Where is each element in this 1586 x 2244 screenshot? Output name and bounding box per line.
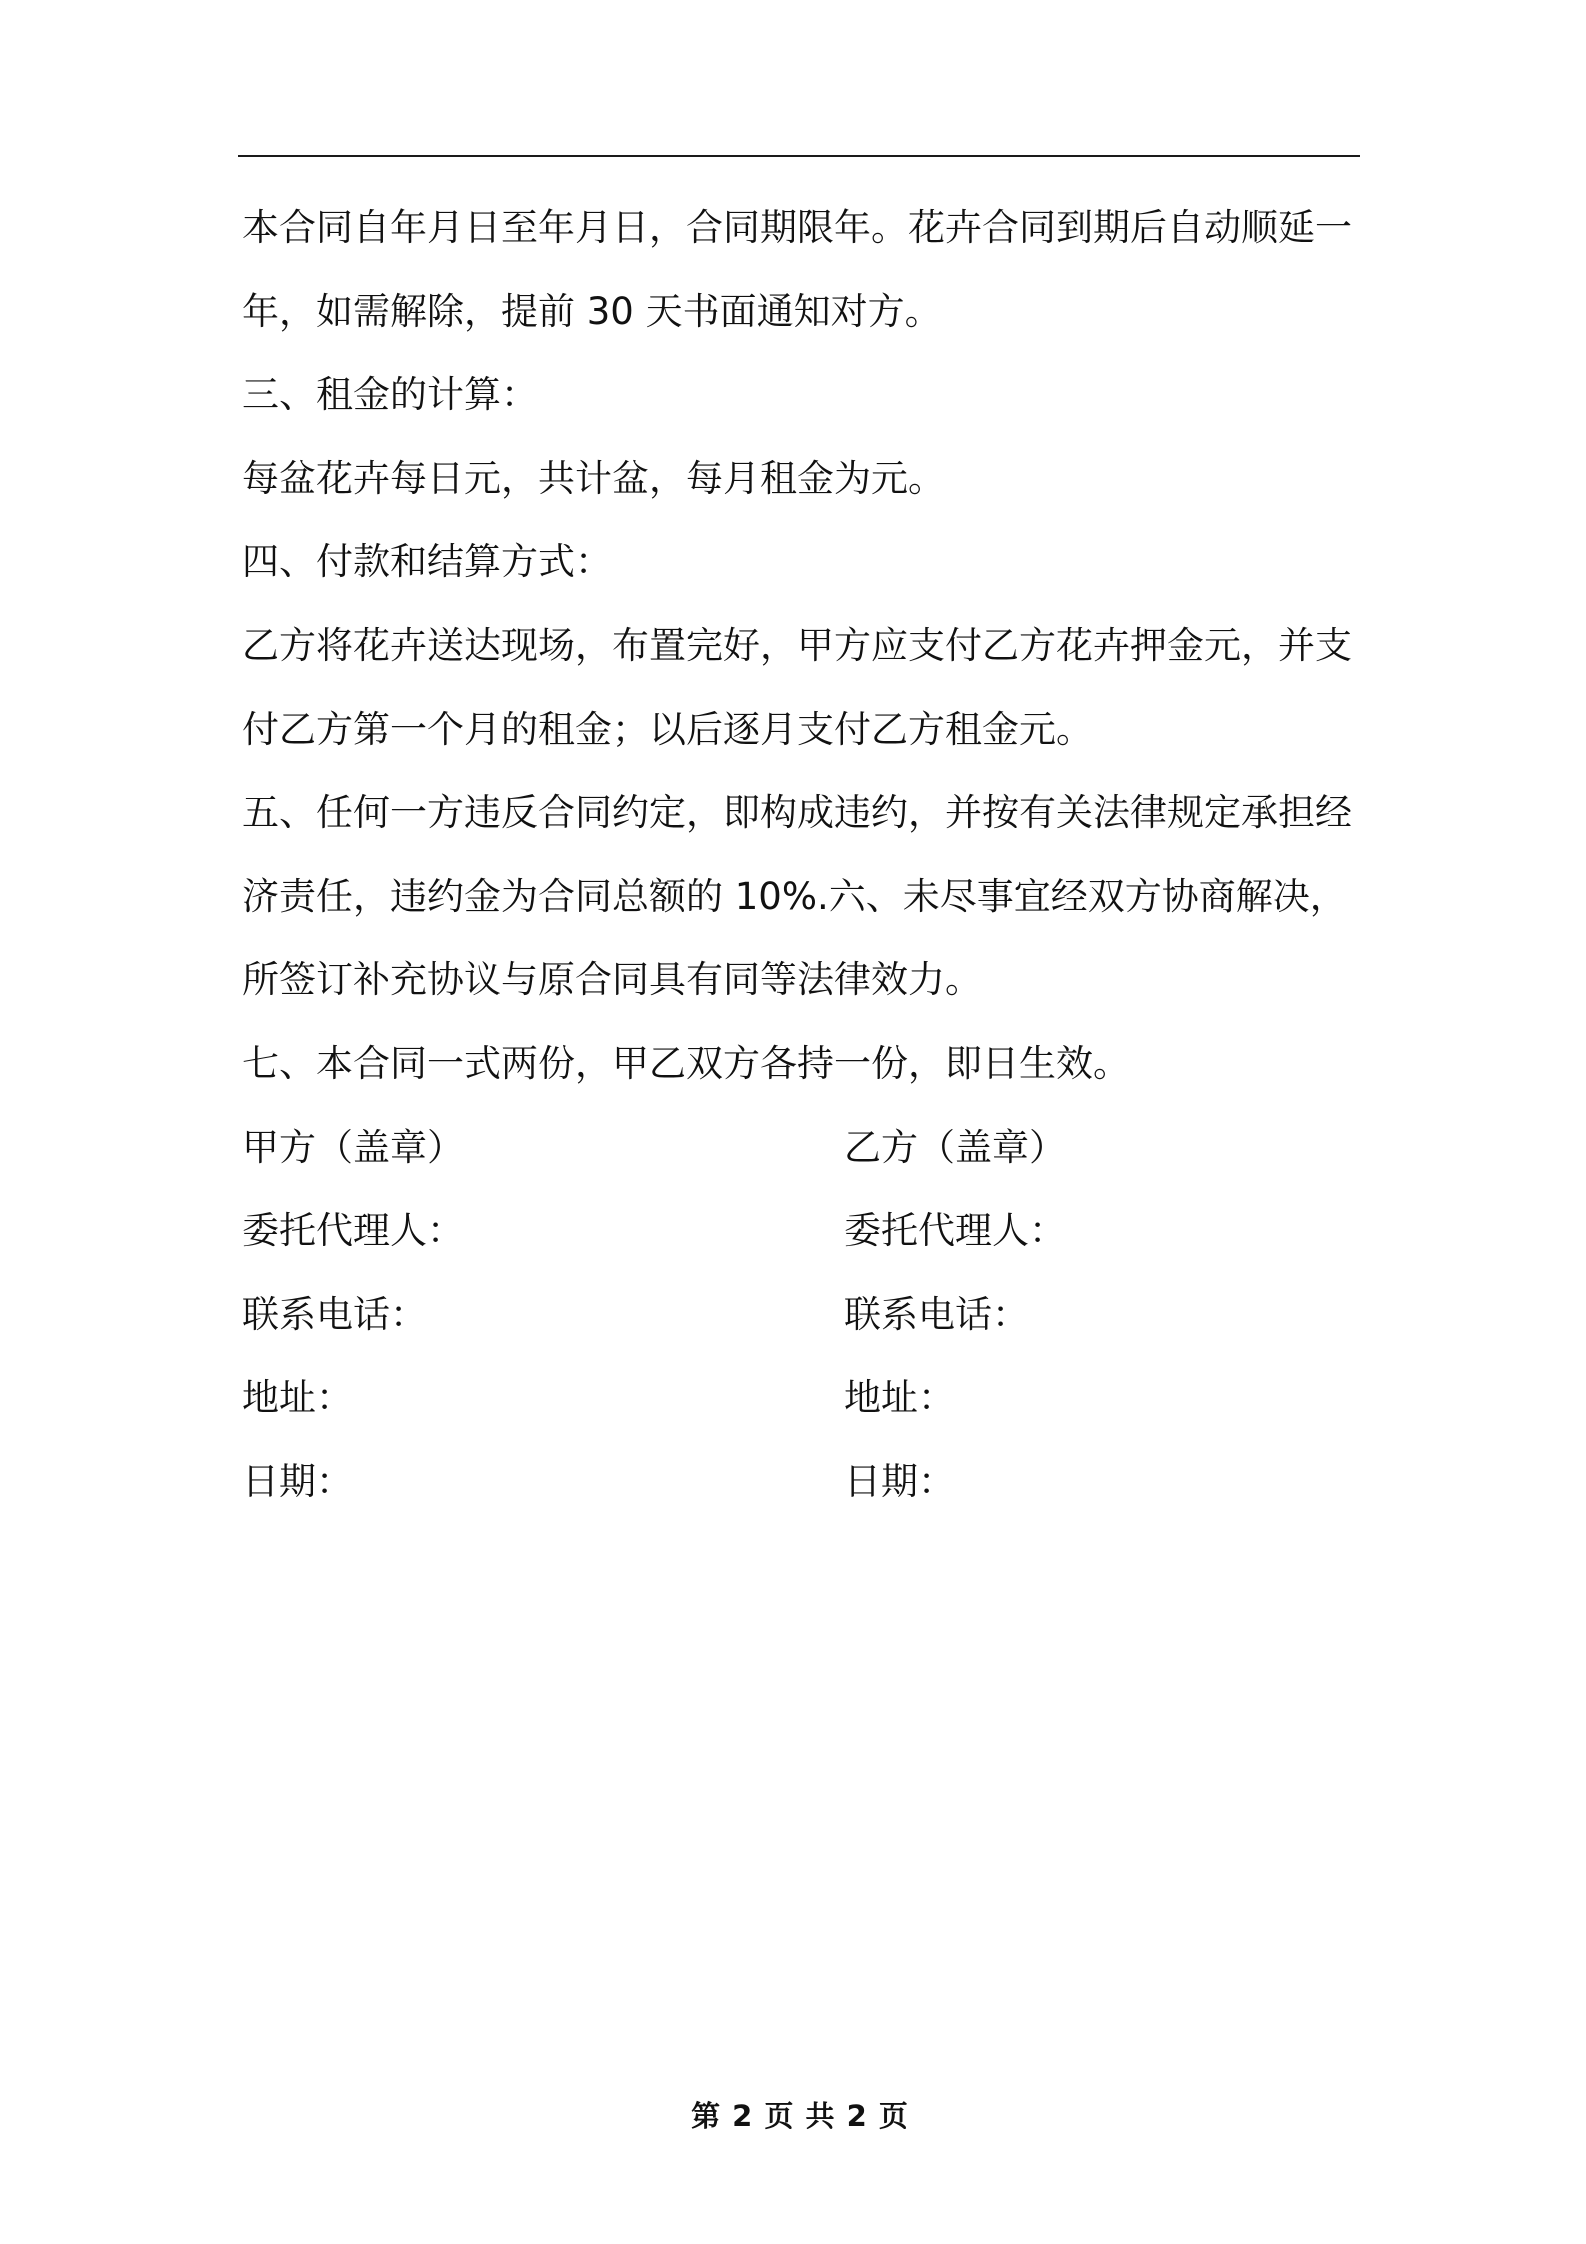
breach-clause-line-3: 所签订补充协议与原合同具有同等法律效力。: [242, 958, 982, 1002]
party-a-address-label: 地址：: [242, 1376, 353, 1420]
signature-row-address: [242, 1356, 1362, 1440]
page-number-footer: 第 2 页 共 2 页: [691, 2099, 909, 2133]
party-b-date-label: 日期：: [844, 1459, 955, 1503]
signature-row-phone: [242, 1273, 1362, 1357]
party-b-phone-label: 联系电话：: [844, 1292, 1029, 1336]
section-7-text: 七、本合同一式两份，甲乙双方各持一份，即日生效。: [242, 1041, 1130, 1085]
contract-body: [242, 186, 1362, 1524]
header-rule: [238, 155, 1360, 157]
party-a-seal-label: 甲方（盖章）: [242, 1125, 464, 1169]
breach-clause-line-1: 五、任何一方违反合同约定，即构成违约，并按有关法律规定承担经: [242, 791, 1352, 835]
party-a-agent-label: 委托代理人：: [242, 1209, 464, 1253]
section-4-heading: 四、付款和结算方式：: [242, 540, 612, 584]
signature-row-agent: [242, 1189, 1362, 1273]
section-3-heading: 三、租金的计算：: [242, 373, 538, 417]
party-a-phone-label: 联系电话：: [242, 1292, 427, 1336]
term-clause-line-1: 本合同自年月日至年月日，合同期限年。花卉合同到期后自动顺延一: [242, 206, 1352, 249]
payment-clause-line-1: 乙方将花卉送达现场，布置完好，甲方应支付乙方花卉押金元，并支: [242, 623, 1352, 667]
signature-row-date: [242, 1440, 1362, 1524]
party-b-address-label: 地址：: [844, 1376, 955, 1420]
term-clause-line-2: 年，如需解除，提前 30 天书面通知对方。: [242, 289, 942, 333]
breach-clause-line-2: 济责任，违约金为合同总额的 10%.六、未尽事宜经双方协商解决，: [242, 874, 1347, 918]
party-a-date-label: 日期：: [242, 1459, 353, 1503]
signature-row-seal: [242, 1106, 1362, 1190]
rent-calculation-text: 每盆花卉每日元，共计盆，每月租金为元。: [242, 456, 945, 500]
payment-clause-line-2: 付乙方第一个月的租金；以后逐月支付乙方租金元。: [242, 707, 1093, 751]
party-b-seal-label: 乙方（盖章）: [844, 1125, 1066, 1169]
party-b-agent-label: 委托代理人：: [844, 1209, 1066, 1253]
